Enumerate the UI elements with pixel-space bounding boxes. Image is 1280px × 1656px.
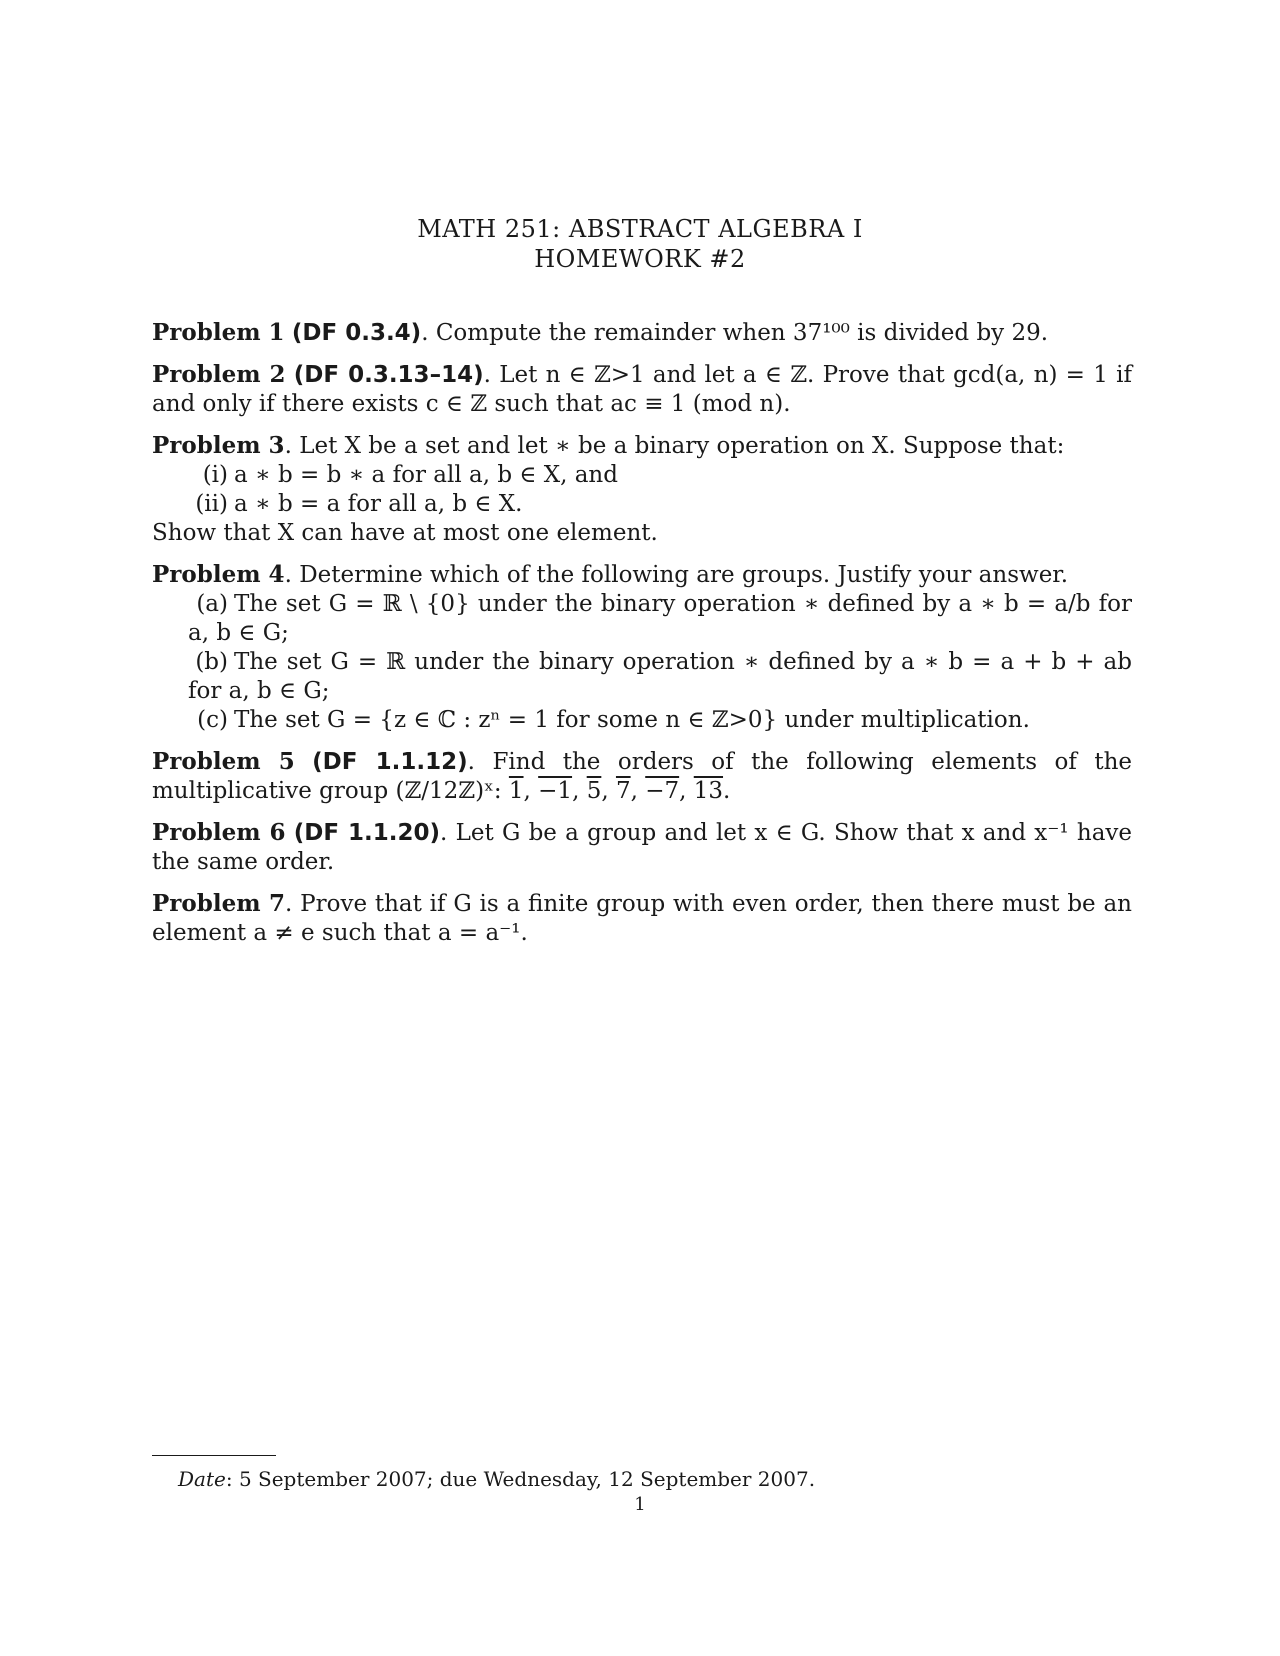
footnote (178, 1466, 815, 1492)
problem-label: Problem 6 (152, 819, 286, 846)
item-text: a ∗ b = a for all a, b ∈ X. (234, 491, 523, 517)
title-line-1: MATH 251: ABSTRACT ALGEBRA I (417, 215, 863, 243)
problem-text: Compute the remainder when 37¹⁰⁰ is divided by 29. (435, 320, 1049, 346)
item-label: (a) (196, 591, 228, 617)
list-item (152, 648, 1132, 706)
problem-reference: (DF 0.3.4) (291, 320, 422, 346)
problem-reference: (DF 1.1.20) (293, 820, 441, 846)
list-item (152, 461, 1132, 490)
problem-6: Problem 6 (DF 1.1.20). Let G be a group and let x ∈ G. Show that x and x⁻¹ have the same order. (152, 819, 1133, 875)
item-label: (i) (202, 462, 228, 488)
problem-3: Problem 3. Let X be a set and let ∗ be a binary operation on X. Suppose that: (i) a ∗ b = b ∗ a for all a, b ∈ X, and (ii) a ∗ b = a for all a, b ∈ X. Show that X can have at most one element. (152, 431, 1132, 548)
document-title (0, 214, 1280, 274)
residue-element: −1 (538, 778, 573, 804)
footnote-rule (152, 1455, 276, 1456)
title-line-2: HOMEWORK #2 (534, 245, 746, 273)
problem-4: Problem 4. Determine which of the following are groups. Justify your answer. (a) The set G = ℝ \ {0} under the binary operation ∗ defined by a ∗ b = a/b for a, b ∈ G; (b) The set G = ℝ under the binary operation ∗ defined by a ∗ b = a + b + ab for a, b ∈ G; (c) The set G = {z ∈ ℂ : zⁿ = 1 for some n ∈ ℤ>0} under multiplication. (152, 561, 1132, 733)
list-item (152, 590, 1132, 648)
residue-element: 13 (693, 778, 724, 804)
problem-text: Let X be a set and let ∗ be a binary operation on X. Suppose that: (299, 433, 1065, 459)
item-text: The set G = {z ∈ ℂ : zⁿ = 1 for some n ∈ ℤ>0} under multiplication. (234, 707, 1030, 733)
item-text: The set G = ℝ \ {0} under the binary operation ∗ defined by a ∗ b = a/b for a, b ∈ G; (188, 591, 1132, 646)
list-item (152, 706, 1132, 735)
problem-reference: (DF 1.1.12) (312, 749, 468, 775)
residue-element: 1 (508, 778, 524, 804)
footnote-text: : 5 September 2007; due Wednesday, 12 September 2007. (225, 1467, 816, 1491)
problem-7: Problem 7. Prove that if G is a finite group with even order, then there must be an element a ≠ e such that a = a⁻¹. (152, 890, 1132, 946)
problem-text: Let n ∈ ℤ>1 and let a ∈ ℤ. Prove that gcd(a, n) = 1 if and only if there exists c ∈ ℤ such that ac ≡ 1 (mod n). (152, 362, 1132, 417)
item-text: a ∗ b = b ∗ a for all a, b ∈ X, and (234, 462, 618, 488)
problem-label: Problem 5 (152, 748, 295, 775)
problem-2: Problem 2 (DF 0.3.13–14). Let n ∈ ℤ>1 and let a ∈ ℤ. Prove that gcd(a, n) = 1 if and only if there exists c ∈ ℤ such that ac ≡ 1 (mod n). (152, 361, 1132, 417)
item-text: The set G = ℝ under the binary operation ∗ defined by a ∗ b = a + b + ab for a, b ∈ G; (188, 649, 1132, 704)
problem-text: Determine which of the following are groups. Justify your answer. (299, 562, 1069, 588)
problem-5: Problem 5 (DF 1.1.12). Find the orders of the following elements of the multiplicative group (ℤ/12ℤ)ˣ: 1, −1, 5, 7, −7, 13. (152, 748, 1133, 804)
problem-text: Find the orders of the following elements of the multiplicative group (ℤ/12ℤ)ˣ: (152, 749, 1133, 804)
problem-text: Prove that if G is a finite group with even order, then there must be an element a ≠ e such that a = a⁻¹. (152, 891, 1132, 946)
item-label: (c) (197, 707, 228, 733)
problem-conclusion: Show that X can have at most one element. (152, 520, 658, 546)
problem-label: Problem 7 (152, 890, 286, 917)
problem-list (152, 318, 1132, 960)
list-item (152, 490, 1132, 519)
problem-label: Problem 2 (152, 361, 286, 388)
residue-element: −7 (645, 778, 680, 804)
problem-1: Problem 1 (DF 0.3.4). Compute the remainder when 37¹⁰⁰ is divided by 29. (152, 319, 1049, 346)
item-label: (b) (195, 649, 228, 675)
problem-text: Let G be a group and let x ∈ G. Show that x and x⁻¹ have the same order. (152, 820, 1133, 875)
residue-element: 7 (615, 778, 631, 804)
problem-reference: (DF 0.3.13–14) (293, 362, 484, 388)
item-label: (ii) (195, 491, 228, 517)
problem-label: Problem 4 (152, 561, 285, 588)
page-number: 1 (634, 1494, 646, 1515)
problem-label: Problem 1 (152, 319, 285, 346)
residue-element: 5 (586, 778, 602, 804)
problem-label: Problem 3 (152, 432, 285, 459)
footnote-label: Date (178, 1467, 226, 1491)
